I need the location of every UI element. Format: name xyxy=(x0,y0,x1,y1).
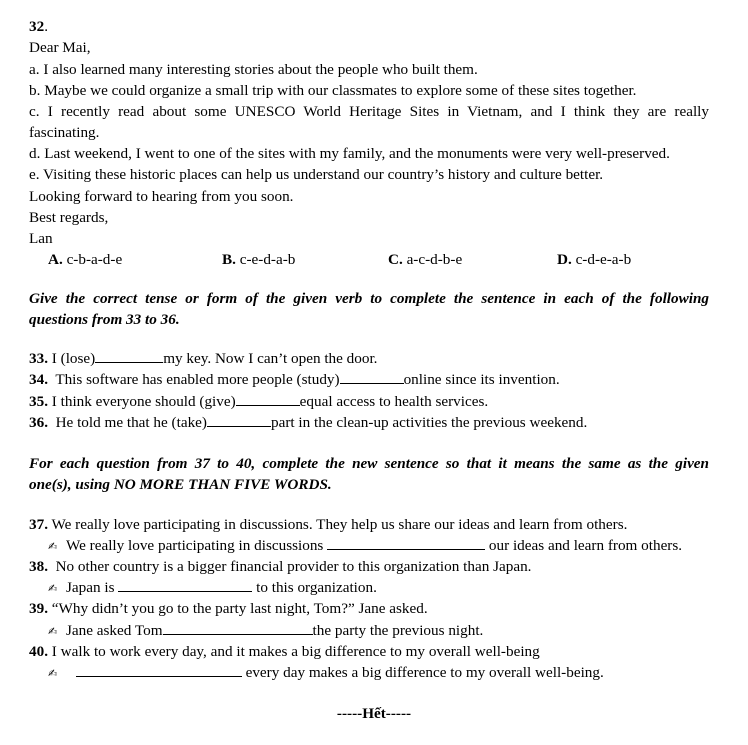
question-33: 33. I (lose) my key. Now I can’t open the door. xyxy=(29,350,378,367)
sentence-d: d. Last weekend, I went to one of the sites with my family, and the monuments were very well-preserved. xyxy=(29,145,670,162)
writing-hand-icon: ✍ xyxy=(48,540,58,553)
section-instruction-37-40: For each question from 37 to 40, complete the new sentence so that it means the same as the given one(s), using NO MORE THAN FIVE WORDS. xyxy=(29,455,709,493)
writing-hand-icon: ✍ xyxy=(48,667,58,680)
section-instruction-33-36: Give the correct tense or form of the given verb to complete the sentence in each of the following questions from 33 to 36. xyxy=(29,290,709,328)
question-38: 38. No other country is a bigger financial provider to this organization than Japan. xyxy=(29,558,532,575)
question-39-rewrite: ✍ Jane asked Tom the party the previous night. xyxy=(48,620,483,642)
option-b[interactable]: B. c-e-d-a-b xyxy=(222,251,296,268)
question-35: 35. I think everyone should (give) equal access to health services. xyxy=(29,393,489,410)
question-40: 40. I walk to work every day, and it makes a big difference to my overall well-being xyxy=(29,643,540,660)
question-34: 34. This software has enabled more people (study) online since its invention. xyxy=(29,371,560,388)
question-37: 37. We really love participating in discussions. They help us share our ideas and learn from others. xyxy=(29,516,628,533)
answer-blank-35[interactable] xyxy=(236,391,300,406)
letter-signature: Lan xyxy=(29,230,53,247)
option-c[interactable]: C. a-c-d-b-e xyxy=(388,251,463,268)
question-39: 39. “Why didn’t you go to the party last night, Tom?” Jane asked. xyxy=(29,600,428,617)
question-40-rewrite: ✍ every day makes a big difference to my overall well-being. xyxy=(48,662,604,684)
answer-blank-34[interactable] xyxy=(340,369,404,384)
writing-hand-icon: ✍ xyxy=(48,582,58,595)
question-36: 36. He told me that he (take) part in the clean-up activities the previous weekend. xyxy=(29,414,588,431)
sentence-e: e. Visiting these historic places can help us understand our country’s history and culture better. xyxy=(29,166,604,183)
option-a[interactable]: A. c-b-a-d-e xyxy=(48,251,123,268)
answer-blank-39[interactable] xyxy=(163,620,313,635)
option-d[interactable]: D. c-d-e-a-b xyxy=(557,251,632,268)
question-38-rewrite: ✍ Japan is to this organization. xyxy=(48,577,377,599)
sentence-c-line1: c. I recently read about some UNESCO World Heritage Sites in Vietnam, and I think they are really xyxy=(29,103,709,120)
letter-closing: Looking forward to hearing from you soon. xyxy=(29,188,294,205)
question-32-number: 32. xyxy=(29,18,48,35)
answer-blank-38[interactable] xyxy=(118,577,252,592)
sentence-a: a. I also learned many interesting stories about the people who built them. xyxy=(29,61,478,78)
question-37-rewrite: ✍ We really love participating in discussions our ideas and learn from others. xyxy=(48,535,682,557)
letter-greeting: Dear Mai, xyxy=(29,39,91,56)
answer-blank-40[interactable] xyxy=(76,662,242,677)
end-marker: -----Hết----- xyxy=(336,705,412,722)
sentence-c-line2: fascinating. xyxy=(29,124,100,141)
letter-regards: Best regards, xyxy=(29,209,109,226)
answer-blank-37[interactable] xyxy=(327,535,485,550)
writing-hand-icon: ✍ xyxy=(48,625,58,638)
answer-blank-36[interactable] xyxy=(207,412,271,427)
answer-blank-33[interactable] xyxy=(95,348,163,363)
sentence-b: b. Maybe we could organize a small trip with our classmates to explore some of these sites together. xyxy=(29,82,637,99)
